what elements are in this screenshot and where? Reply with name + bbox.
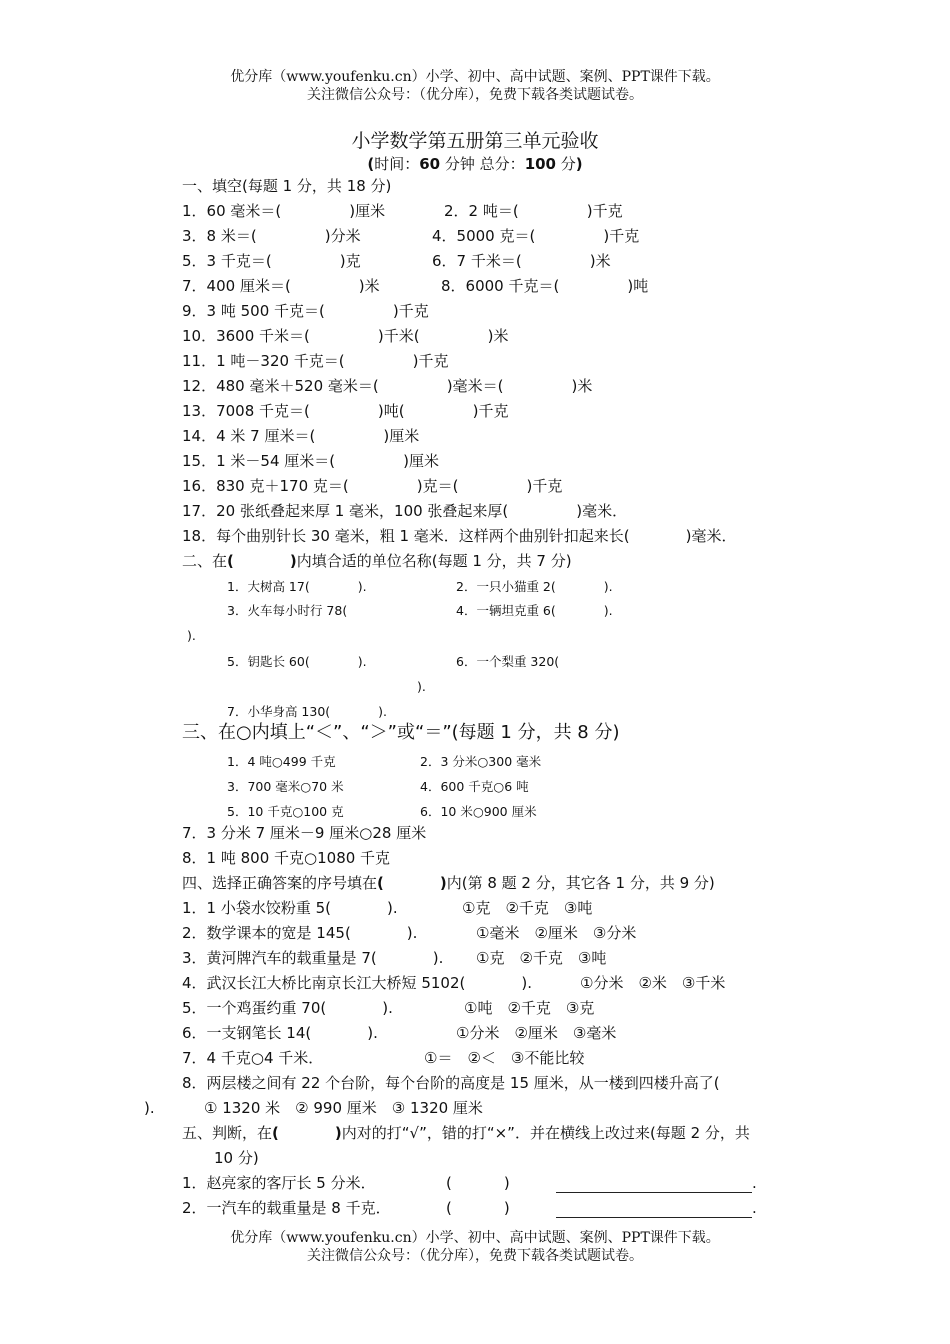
answer-options: ①＝ ②＜ ③不能比较 bbox=[424, 1049, 585, 1067]
question-continuation: ). bbox=[417, 679, 426, 694]
answer-options: ① 1320 米 ② 990 厘米 ③ 1320 厘米 bbox=[204, 1099, 483, 1117]
question: 8．1 吨 800 千克○1080 千克 bbox=[182, 849, 391, 867]
question: 6．10 米○900 厘米 bbox=[420, 804, 537, 819]
section-1-heading: 一、填空(每题 1 分，共 18 分) bbox=[182, 177, 392, 195]
question: 1．1 小袋水饺粉重 5( ). bbox=[182, 899, 398, 917]
answer-options: ①分米 ②米 ③千米 bbox=[580, 974, 726, 992]
question: 7．400 厘米＝( )米 bbox=[182, 277, 380, 295]
question-continuation: ). bbox=[144, 1099, 155, 1117]
question: 6．一支钢笔长 14( ). bbox=[182, 1024, 378, 1042]
question: 4．一辆坦克重 6( ). bbox=[456, 603, 613, 618]
answer-options: ①毫米 ②厘米 ③分米 bbox=[476, 924, 637, 942]
question: 1．赵亮家的客厅长 5 分米． bbox=[182, 1174, 376, 1192]
question: 11．1 吨－320 千克＝( )千克 bbox=[182, 352, 449, 370]
header-line-1: 优分库（www.youfenku.cn）小学、初中、高中试题、案例、PPT课件下载。 bbox=[230, 69, 720, 85]
question: 8．6000 千克＝( )吨 bbox=[441, 277, 649, 295]
header-line-2: 关注微信公众号：（优分库），免费下载各类试题试卷。 bbox=[307, 87, 643, 103]
question: 15．1 米－54 厘米＝( )厘米 bbox=[182, 452, 439, 470]
correction-line: . bbox=[556, 1173, 757, 1193]
question: 8．两层楼之间有 22 个台阶，每个台阶的高度是 15 厘米，从一楼到四楼升高了( bbox=[182, 1074, 720, 1092]
question: 2．数学课本的宽是 145( ). bbox=[182, 924, 418, 942]
answer-parens: ( ) bbox=[446, 1199, 510, 1217]
question: 1．4 吨○499 千克 bbox=[227, 754, 336, 769]
question: 3．火车每小时行 78( bbox=[227, 603, 348, 618]
answer-options: ①吨 ②千克 ③克 bbox=[464, 999, 595, 1017]
section-5-heading: 五、判断，在( )内对的打“√”，错的打“×”．并在横线上改过来(每题 2 分，共 bbox=[182, 1124, 750, 1142]
question: 4．武汉长江大桥比南京长江大桥短 5102( ). bbox=[182, 974, 532, 992]
question: 2．一汽车的载重量是 8 千克． bbox=[182, 1199, 391, 1217]
page-subtitle: (时间：60 分钟 总分：100 分) bbox=[367, 155, 583, 173]
question: 7．4 千克○4 千米． bbox=[182, 1049, 324, 1067]
question: 3．黄河牌汽车的载重量是 7( ). bbox=[182, 949, 444, 967]
question: 3．8 米＝( )分米 bbox=[182, 227, 361, 245]
question-continuation: ). bbox=[187, 628, 196, 643]
answer-options: ①克 ②千克 ③吨 bbox=[462, 899, 593, 917]
question: 1．60 毫米＝( )厘米 bbox=[182, 202, 386, 220]
question: 5．一个鸡蛋约重 70( ). bbox=[182, 999, 393, 1017]
question: 9．3 吨 500 千克＝( )千克 bbox=[182, 302, 429, 320]
answer-parens: ( ) bbox=[446, 1174, 510, 1192]
question: 4．600 千克○6 吨 bbox=[420, 779, 529, 794]
question: 7．3 分米 7 厘米－9 厘米○28 厘米 bbox=[182, 824, 427, 842]
footer-line-2: 关注微信公众号：（优分库），免费下载各类试题试卷。 bbox=[307, 1248, 643, 1264]
correction-line: . bbox=[556, 1198, 757, 1218]
question: 2．2 吨＝( )千克 bbox=[444, 202, 623, 220]
question: 2．3 分米○300 毫米 bbox=[420, 754, 542, 769]
answer-options: ①克 ②千克 ③吨 bbox=[476, 949, 607, 967]
question: 16．830 克＋170 克＝( )克＝( )千克 bbox=[182, 477, 563, 495]
question: 13．7008 千克＝( )吨( )千克 bbox=[182, 402, 509, 420]
question: 7．小华身高 130( ). bbox=[227, 704, 388, 719]
question: 3．700 毫米○70 米 bbox=[227, 779, 344, 794]
answer-options: ①分米 ②厘米 ③毫米 bbox=[456, 1024, 617, 1042]
footer-line-1: 优分库（www.youfenku.cn）小学、初中、高中试题、案例、PPT课件下载。 bbox=[230, 1230, 720, 1246]
section-4-heading: 四、选择正确答案的序号填在( )内(第 8 题 2 分，其它各 1 分，共 9 分) bbox=[182, 874, 715, 892]
question: 5．钥匙长 60( ). bbox=[227, 654, 367, 669]
section-2-heading: 二、在( )内填合适的单位名称(每题 1 分，共 7 分) bbox=[182, 552, 572, 570]
question: 4．5000 克＝( )千克 bbox=[432, 227, 640, 245]
question: 6．7 千米＝( )米 bbox=[432, 252, 611, 270]
question: 12．480 毫米＋520 毫米＝( )毫米＝( )米 bbox=[182, 377, 593, 395]
question: 10．3600 千米＝( )千米( )米 bbox=[182, 327, 509, 345]
page-title: 小学数学第五册第三单元验收 bbox=[351, 130, 599, 152]
question: 18．每个曲别针长 30 毫米，粗 1 毫米．这样两个曲别针扣起来长( )毫米． bbox=[182, 527, 737, 545]
question: 17．20 张纸叠起来厚 1 毫米，100 张叠起来厚( )毫米． bbox=[182, 502, 628, 520]
question: 2．一只小猫重 2( ). bbox=[456, 579, 613, 594]
question: 5．10 千克○100 克 bbox=[227, 804, 344, 819]
section-3-heading: 三、在○内填上“＜”、“＞”或“＝”(每题 1 分，共 8 分) bbox=[182, 722, 620, 743]
question: 5．3 千克＝( )克 bbox=[182, 252, 361, 270]
section-5-heading-continuation: 10 分) bbox=[214, 1149, 259, 1167]
question: 6．一个梨重 320( bbox=[456, 654, 560, 669]
question: 1．大树高 17( ). bbox=[227, 579, 367, 594]
question: 14．4 米 7 厘米＝( )厘米 bbox=[182, 427, 420, 445]
